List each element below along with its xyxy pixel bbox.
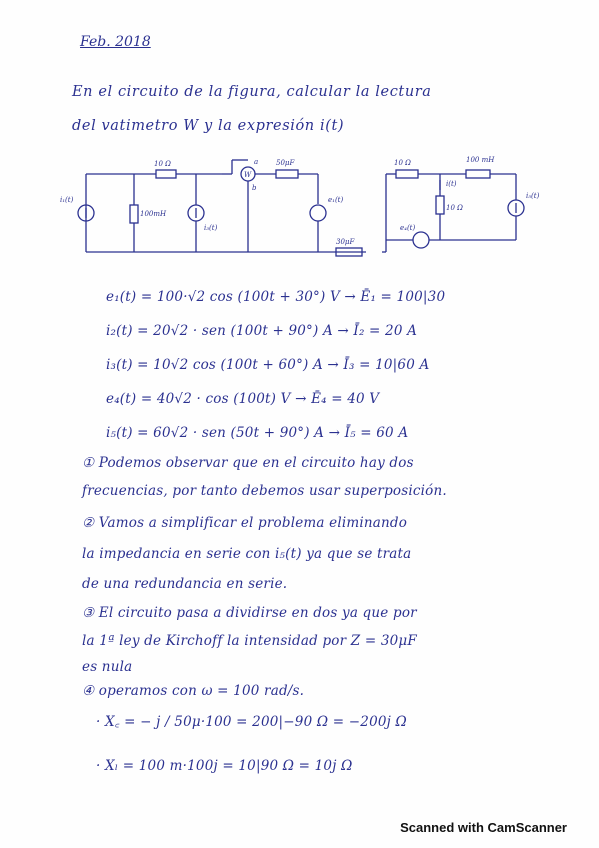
circuit-svg xyxy=(36,150,556,262)
capacitor-50uf xyxy=(276,170,298,178)
label-i3: i₃(t) xyxy=(204,224,218,232)
resistor-10-left xyxy=(156,170,176,178)
label-c50: 50μF xyxy=(276,159,295,167)
equation-i5: i₅(t) = 60√2 · sen (50t + 90°) A → Ī₅ = 60 A xyxy=(106,425,409,441)
label-i: i(t) xyxy=(446,180,457,188)
label-a: a xyxy=(254,158,259,166)
statement-line-2: del vatimetro W y la expresión i(t) xyxy=(72,118,345,134)
date-heading: Feb. 2018 xyxy=(80,34,151,50)
inductor-100mh-left xyxy=(130,205,138,223)
source-e1 xyxy=(310,205,326,221)
step-4-xl: · Xₗ = 100 m·100j = 10|90 Ω = 10j Ω xyxy=(96,758,353,774)
step-2-line-3: de una redundancia en serie. xyxy=(82,576,288,592)
step-3-line-2: la 1ª ley de Kirchoff la intensidad por Z = 30μF xyxy=(82,633,417,649)
label-i5: i₅(t) xyxy=(526,192,540,200)
step-4-line-1: ④ operamos con ω = 100 rad/s. xyxy=(82,683,305,699)
equation-i3: i₃(t) = 10√2 cos (100t + 60°) A → Ī₃ = 10|60 A xyxy=(106,357,430,373)
label-c30: 30μF xyxy=(336,238,355,246)
label-i1: i₁(t) xyxy=(60,196,74,204)
resistor-10-right xyxy=(436,196,444,214)
equation-i2: i₂(t) = 20√2 · sen (100t + 90°) A → Ī₂ = 20 A xyxy=(106,323,418,339)
step-1-line-1: ① Podemos observar que en el circuito hay dos xyxy=(82,455,414,471)
label-l100-right: 100 mH xyxy=(466,156,495,164)
step-1-line-2: frecuencias, por tanto debemos usar superposición. xyxy=(82,483,447,499)
label-e4: e₄(t) xyxy=(400,224,416,232)
label-b: b xyxy=(252,184,257,192)
step-2-line-1: ② Vamos a simplificar el problema eliminando xyxy=(82,515,408,531)
step-2-line-2: la impedancia en serie con i₅(t) ya que se trata xyxy=(82,546,412,562)
statement-line-1: En el circuito de la figura, calcular la lectura xyxy=(72,84,432,100)
equation-e4: e₄(t) = 40√2 · cos (100t) V → Ē₄ = 40 V xyxy=(106,391,380,407)
label-r10-right-top: 10 Ω xyxy=(394,159,411,167)
step-4-xc: · X꜀ = − j / 50μ·100 = 200|−90 Ω = −200j Ω xyxy=(96,714,407,730)
step-3-line-3: es nula xyxy=(82,659,133,675)
label-w: W xyxy=(244,171,252,179)
label-r10-right: 10 Ω xyxy=(446,204,463,212)
scanner-watermark: Scanned with CamScanner xyxy=(400,820,567,835)
resistor-10-right-top xyxy=(396,170,418,178)
label-l100: 100mH xyxy=(140,210,167,218)
equation-e1: e₁(t) = 100·√2 cos (100t + 30°) V → Ē₁ = 100|30 xyxy=(106,289,446,305)
label-r10-left: 10 Ω xyxy=(154,160,171,168)
source-e4 xyxy=(413,232,429,248)
inductor-100mh-right xyxy=(466,170,490,178)
label-e1: e₁(t) xyxy=(328,196,344,204)
circuit-diagram xyxy=(36,150,556,262)
step-3-line-1: ③ El circuito pasa a dividirse en dos ya que por xyxy=(82,605,417,621)
